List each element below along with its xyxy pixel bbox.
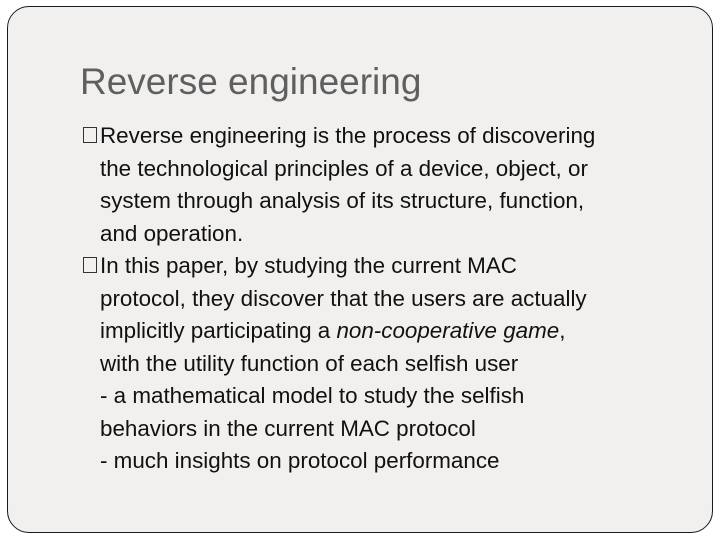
bullet-text-run: , (559, 318, 566, 343)
bullet-line (100, 315, 683, 348)
bullet-line: and operation. (100, 220, 244, 246)
square-bullet-icon (83, 250, 100, 283)
bullet-line: Reverse engineering is the process of discovering (100, 123, 596, 148)
bullet-line: - a mathematical model to study the selfish (100, 383, 525, 408)
bullet-line: - much insights on protocol performance (100, 448, 500, 473)
bullet-text (100, 250, 683, 478)
bullet-line: behaviors in the current MAC protocol (100, 415, 476, 441)
square-bullet-icon (83, 120, 100, 153)
bullet-text-run: implicitly participating a (100, 318, 337, 343)
bullet-line: system through analysis of its structure, function, (100, 188, 585, 213)
bullet-text (100, 120, 683, 250)
italic-term: non-cooperative game (336, 318, 560, 343)
bullet-line: the technological principles of a device, object, or (100, 155, 588, 181)
bullet-line: In this paper, by studying the current MAC (100, 253, 517, 278)
bullet-list (83, 120, 683, 478)
bullet-line: with the utility function of each selfish user (100, 350, 519, 376)
slide-title: Reverse engineering (80, 61, 422, 102)
bullet-line: protocol, they discover that the users are actually (100, 285, 587, 311)
bullet-item-definition (83, 120, 683, 250)
bullet-item-paper (83, 250, 683, 478)
